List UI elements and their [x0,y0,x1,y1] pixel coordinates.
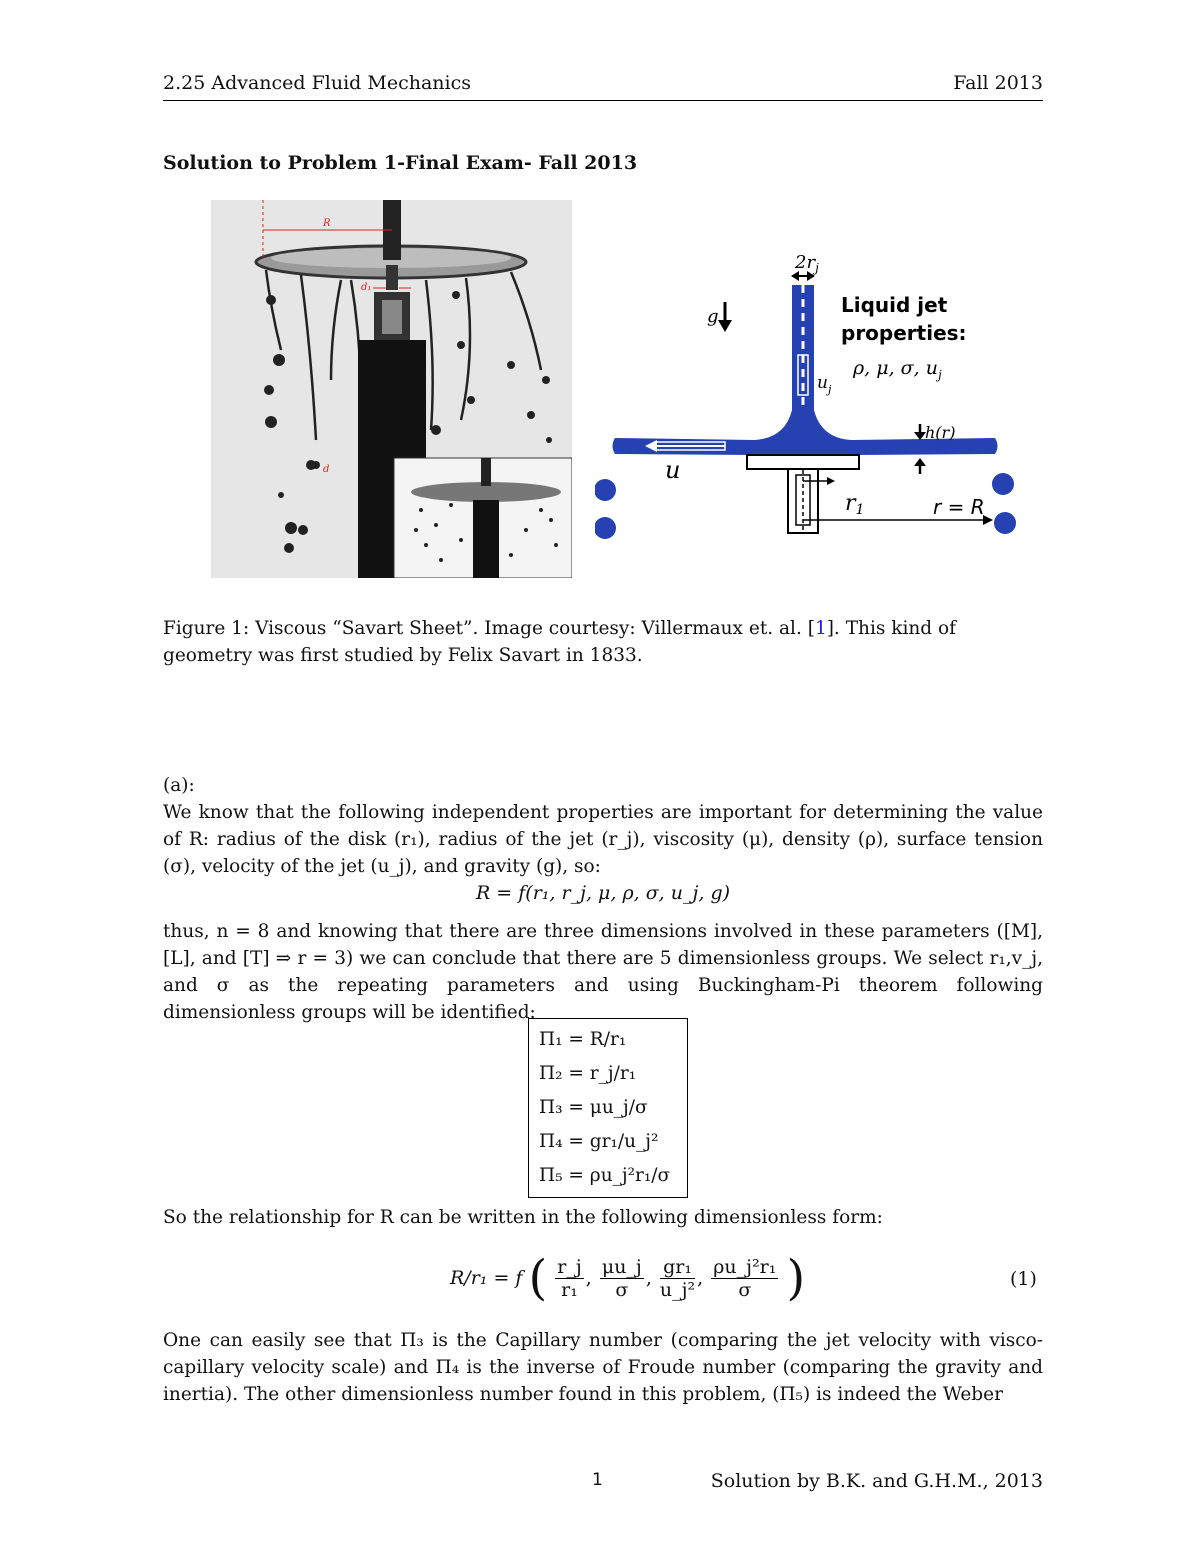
thickness-label: h(r) [925,423,956,442]
sheet-velocity-label: u [665,456,681,484]
eq1-term-3: $\frac{\text{gr₁}}{\text{u\_j²}}$ [659,1255,696,1301]
pi-group-2: Π₂ = r_j/r₁ [539,1063,637,1084]
header-rule [163,100,1043,101]
svg-text:r1: r1 [845,491,865,518]
pi-group-5: Π₅ = ρu_j²r₁/σ [539,1165,671,1186]
sheet-radius-label: r = R [933,495,985,519]
savart-sheet-photo [211,200,572,578]
jet-schematic [595,240,1035,550]
paragraph-interpretation: One can easily see that Π₃ is the Capillary number (comparing the jet velocity with visco-capillary velocity scale) and Π₄ is the inverse of Froude number (comparing the gravity and inertia). The other dimensionless number found in this problem, (Π₅) is indeed the Weber [163,1330,1043,1405]
photo-label-R: R [323,218,331,229]
svg-text:uj: $u_j$ [817,373,832,396]
equation-1: R/r₁ = f ( $\frac{r\_j}{\text{r₁}}$ , $\frac{\mu u\_j}{\sigma}$ , $\frac{\text{gr₁}}{\text{u\_j²}}$ , $\frac{\text{ρu\_j²r₁}}{\sigma}$ ) [450,1250,806,1306]
equation-R-function: R = f(r₁, r_j, μ, ρ, σ, u_j, g) [475,882,731,904]
reference-link[interactable]: 1 [814,618,827,639]
photo-label-d1: d₁ [361,282,372,293]
svg-text:2rj: $2r_j$ [795,252,819,275]
props-symbols: ρ, μ, σ, u [853,357,938,379]
photo-label-d: d [323,464,330,475]
jet-velocity-label: u [817,373,828,393]
part-a-label: (a): [163,775,195,796]
eq1-term-4: $\frac{\text{ρu\_j²r₁}}{\sigma}$ [713,1255,777,1301]
eq1-term-1: $\frac{r\_j}{\text{r₁}}$ [557,1255,582,1301]
pi-groups-box [528,1018,688,1198]
footer-credit: Solution by B.K. and G.H.M., 2013 [710,1470,1043,1492]
paragraph-properties: We know that the following independent properties are important for determining the value of R: radius of the disk (r₁), radius of the jet (r_j), viscosity (μ), density (ρ), surface tension (σ), velocity of the jet (u_j), and gravity (g), so: [163,802,1043,877]
pi-group-4: Π₄ = gr₁/u_j² [539,1131,659,1152]
paragraph-dimensions: thus, n = 8 and knowing that there are three dimensions involved in these parameters ([M],[L], and [T] ⇒ r = 3) we can conclude that there are 5 dimensionless groups. We select r₁,v_j, and σ as the repeating parameters and using Buckingham-Pi theorem following dimensionless groups will be identified: [163,921,1043,1023]
page-title: Solution to Problem 1-Final Exam- Fall 2013 [163,152,638,174]
page-number: 1 [592,1470,603,1490]
props-line2: properties: [841,321,967,345]
header-course: 2.25 Advanced Fluid Mechanics [163,72,471,94]
header-term: Fall 2013 [953,72,1043,94]
equation-1-number: (1) [1010,1268,1037,1290]
jet-diameter-label: 2r [795,252,816,273]
disk-radius-label: r [845,491,856,516]
eq1-term-2: $\frac{\mu u\_j}{\sigma}$ [601,1255,642,1301]
pi-group-3: Π₃ = μu_j/σ [539,1097,648,1118]
pi-group-1: Π₁ = R/r₁ [539,1029,627,1050]
figure-caption: Figure 1: Viscous “Savart Sheet”. Image courtesy: Villermaux et. al. [1]. This kind of geometry was first studied by Felix Savart in 1833. [163,618,956,666]
paragraph-dimensionless-form: So the relationship for R can be written in the following dimensionless form: [163,1207,883,1228]
props-line1: Liquid jet [841,293,948,317]
svg-text:ρ, μ, σ, uj: ρ, μ, σ, $u_j$ [853,357,942,382]
gravity-label: g [707,306,719,327]
